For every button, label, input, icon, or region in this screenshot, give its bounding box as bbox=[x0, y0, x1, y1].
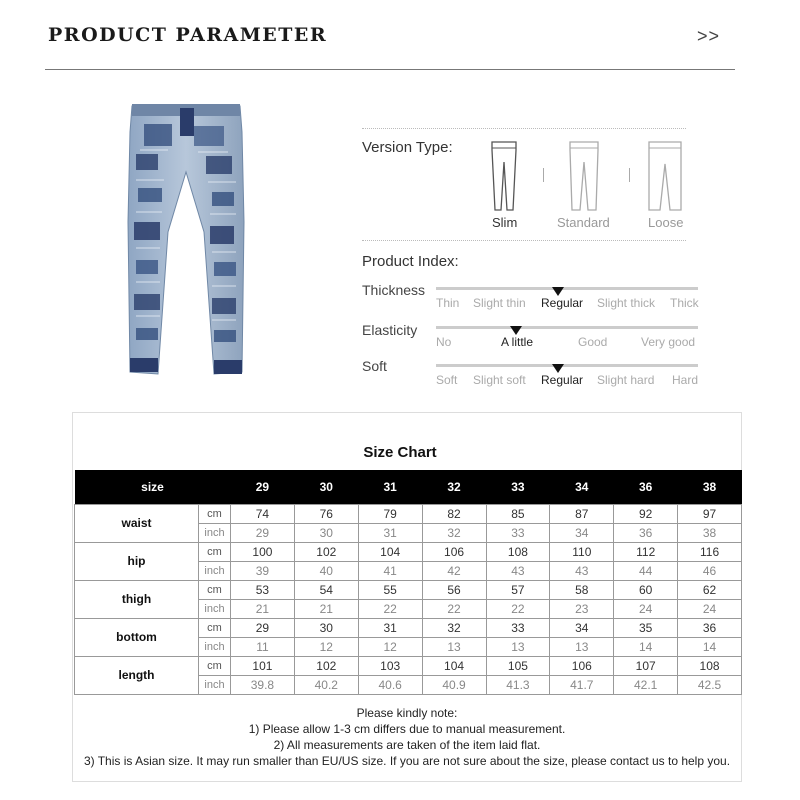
size-header-label: size bbox=[75, 470, 231, 504]
version-option-loose: Loose bbox=[648, 215, 684, 230]
size-cell: 60 bbox=[614, 580, 678, 599]
size-cell: 35 bbox=[614, 618, 678, 637]
size-col-header: 31 bbox=[358, 470, 422, 504]
thickness-option: Slight thin bbox=[473, 296, 526, 310]
thickness-option: Thick bbox=[670, 296, 699, 310]
size-col-header: 29 bbox=[231, 470, 295, 504]
size-cell: 36 bbox=[614, 523, 678, 542]
size-cell: 46 bbox=[678, 561, 742, 580]
size-cell: 40.9 bbox=[422, 675, 486, 694]
size-cell: 56 bbox=[422, 580, 486, 599]
size-cell: 54 bbox=[294, 580, 358, 599]
size-cell: 58 bbox=[550, 580, 614, 599]
size-cell: 105 bbox=[486, 656, 550, 675]
size-cell: 30 bbox=[294, 618, 358, 637]
unit-label: cm bbox=[199, 504, 231, 523]
size-cell: 107 bbox=[614, 656, 678, 675]
thickness-label: Thickness bbox=[362, 282, 426, 298]
size-cell: 112 bbox=[614, 542, 678, 561]
size-cell: 32 bbox=[422, 618, 486, 637]
size-cell: 82 bbox=[422, 504, 486, 523]
size-cell: 32 bbox=[422, 523, 486, 542]
soft-option: Slight soft bbox=[473, 373, 526, 387]
size-cell: 100 bbox=[231, 542, 295, 561]
soft-option-selected: Regular bbox=[541, 373, 584, 387]
size-col-header: 36 bbox=[614, 470, 678, 504]
size-cell: 12 bbox=[294, 637, 358, 656]
size-row-thigh-cm bbox=[75, 580, 742, 599]
size-cell: 22 bbox=[422, 599, 486, 618]
thickness-option: Slight thick bbox=[597, 296, 656, 310]
divider-top bbox=[362, 128, 686, 129]
size-cell: 13 bbox=[422, 637, 486, 656]
size-cell: 21 bbox=[294, 599, 358, 618]
page-title: PRODUCT PARAMETER bbox=[48, 24, 328, 46]
size-cell: 34 bbox=[550, 523, 614, 542]
size-cell: 44 bbox=[614, 561, 678, 580]
size-cell: 104 bbox=[422, 656, 486, 675]
size-col-header: 33 bbox=[486, 470, 550, 504]
elasticity-marker-icon bbox=[510, 326, 522, 335]
size-cell: 40 bbox=[294, 561, 358, 580]
size-cell: 55 bbox=[358, 580, 422, 599]
size-cell: 116 bbox=[678, 542, 742, 561]
size-cell: 74 bbox=[231, 504, 295, 523]
thickness-option: Thin bbox=[436, 296, 460, 310]
size-cell: 101 bbox=[231, 656, 295, 675]
soft-option: Soft bbox=[436, 373, 458, 387]
unit-label: inch bbox=[199, 675, 231, 694]
size-cell: 23 bbox=[550, 599, 614, 618]
size-cell: 85 bbox=[486, 504, 550, 523]
size-cell: 62 bbox=[678, 580, 742, 599]
size-cell: 29 bbox=[231, 618, 295, 637]
size-cell: 103 bbox=[358, 656, 422, 675]
size-col-header: 32 bbox=[422, 470, 486, 504]
loose-fit-icon bbox=[644, 140, 686, 212]
version-type-label: Version Type: bbox=[362, 139, 453, 156]
unit-label: cm bbox=[199, 618, 231, 637]
size-cell: 106 bbox=[422, 542, 486, 561]
standard-fit-icon bbox=[565, 140, 603, 212]
note-item: 3) This is Asian size. It may run smaller than EU/US size. If you are not sure about the size, please contact us to help you. bbox=[83, 754, 731, 768]
measurement-name: length bbox=[75, 656, 199, 694]
size-cell: 43 bbox=[486, 561, 550, 580]
size-cell: 43 bbox=[550, 561, 614, 580]
size-cell: 11 bbox=[231, 637, 295, 656]
size-cell: 40.2 bbox=[294, 675, 358, 694]
soft-option: Hard bbox=[672, 373, 699, 387]
size-cell: 102 bbox=[294, 656, 358, 675]
next-arrow-icon[interactable]: >> bbox=[697, 26, 721, 46]
notes-heading: Please kindly note: bbox=[356, 706, 458, 720]
size-header-row bbox=[75, 470, 742, 504]
size-cell: 92 bbox=[614, 504, 678, 523]
size-cell: 41.3 bbox=[486, 675, 550, 694]
elasticity-option: Very good bbox=[641, 335, 696, 349]
version-separator bbox=[543, 168, 544, 182]
size-cell: 13 bbox=[486, 637, 550, 656]
elasticity-option-selected: A little bbox=[501, 335, 534, 349]
size-cell: 97 bbox=[678, 504, 742, 523]
size-cell: 13 bbox=[550, 637, 614, 656]
elasticity-option: No bbox=[436, 335, 452, 349]
size-cell: 108 bbox=[678, 656, 742, 675]
size-chart-table bbox=[74, 470, 742, 695]
size-cell: 41.7 bbox=[550, 675, 614, 694]
size-cell: 14 bbox=[678, 637, 742, 656]
size-cell: 39 bbox=[231, 561, 295, 580]
unit-label: inch bbox=[199, 637, 231, 656]
size-cell: 41 bbox=[358, 561, 422, 580]
size-cell: 36 bbox=[678, 618, 742, 637]
measurement-name: hip bbox=[75, 542, 199, 580]
soft-label: Soft bbox=[362, 358, 387, 374]
measurement-name: waist bbox=[75, 504, 199, 542]
size-cell: 42 bbox=[422, 561, 486, 580]
size-cell: 42.1 bbox=[614, 675, 678, 694]
version-separator bbox=[629, 168, 630, 182]
thickness-marker-icon bbox=[552, 287, 564, 296]
slim-fit-icon bbox=[487, 140, 521, 212]
thickness-scale-bar bbox=[436, 287, 698, 290]
size-cell: 14 bbox=[614, 637, 678, 656]
jeans-product-photo bbox=[124, 102, 248, 392]
unit-label: cm bbox=[199, 542, 231, 561]
version-option-standard: Standard bbox=[557, 215, 610, 230]
size-cell: 38 bbox=[678, 523, 742, 542]
size-cell: 29 bbox=[231, 523, 295, 542]
unit-label: inch bbox=[199, 523, 231, 542]
size-cell: 79 bbox=[358, 504, 422, 523]
size-cell: 108 bbox=[486, 542, 550, 561]
size-cell: 12 bbox=[358, 637, 422, 656]
elasticity-scale-bar bbox=[436, 326, 698, 329]
measurement-name: bottom bbox=[75, 618, 199, 656]
size-cell: 39.8 bbox=[231, 675, 295, 694]
size-cell: 21 bbox=[231, 599, 295, 618]
measurement-name: thigh bbox=[75, 580, 199, 618]
size-col-header: 34 bbox=[550, 470, 614, 504]
size-cell: 40.6 bbox=[358, 675, 422, 694]
size-cell: 87 bbox=[550, 504, 614, 523]
size-cell: 106 bbox=[550, 656, 614, 675]
size-cell: 22 bbox=[486, 599, 550, 618]
size-cell: 104 bbox=[358, 542, 422, 561]
size-col-header: 30 bbox=[294, 470, 358, 504]
unit-label: cm bbox=[199, 656, 231, 675]
size-cell: 30 bbox=[294, 523, 358, 542]
note-item: 1) Please allow 1-3 cm differs due to manual measurement. bbox=[248, 722, 566, 736]
size-cell: 31 bbox=[358, 618, 422, 637]
size-cell: 102 bbox=[294, 542, 358, 561]
size-row-hip-cm bbox=[75, 542, 742, 561]
unit-label: inch bbox=[199, 561, 231, 580]
elasticity-label: Elasticity bbox=[362, 322, 418, 338]
size-chart-title: Size Chart bbox=[363, 444, 437, 461]
size-cell: 33 bbox=[486, 523, 550, 542]
soft-scale-bar bbox=[436, 364, 698, 367]
size-row-bottom-cm bbox=[75, 618, 742, 637]
size-row-length-cm bbox=[75, 656, 742, 675]
unit-label: cm bbox=[199, 580, 231, 599]
elasticity-option: Good bbox=[578, 335, 608, 349]
size-cell: 76 bbox=[294, 504, 358, 523]
size-cell: 33 bbox=[486, 618, 550, 637]
size-cell: 110 bbox=[550, 542, 614, 561]
product-index-label: Product Index: bbox=[362, 253, 459, 270]
size-cell: 22 bbox=[358, 599, 422, 618]
version-option-slim: Slim bbox=[492, 215, 518, 230]
unit-label: inch bbox=[199, 599, 231, 618]
size-cell: 31 bbox=[358, 523, 422, 542]
divider-middle bbox=[362, 240, 686, 241]
size-cell: 53 bbox=[231, 580, 295, 599]
size-col-header: 38 bbox=[678, 470, 742, 504]
note-item: 2) All measurements are taken of the item laid flat. bbox=[273, 738, 541, 752]
header-divider bbox=[45, 69, 735, 70]
size-cell: 57 bbox=[486, 580, 550, 599]
thickness-option-selected: Regular bbox=[541, 296, 584, 310]
size-cell: 24 bbox=[678, 599, 742, 618]
size-notes bbox=[0, 705, 800, 769]
size-cell: 24 bbox=[614, 599, 678, 618]
soft-marker-icon bbox=[552, 364, 564, 373]
size-cell: 34 bbox=[550, 618, 614, 637]
soft-option: Slight hard bbox=[597, 373, 655, 387]
size-row-waist-cm bbox=[75, 504, 742, 523]
size-cell: 42.5 bbox=[678, 675, 742, 694]
